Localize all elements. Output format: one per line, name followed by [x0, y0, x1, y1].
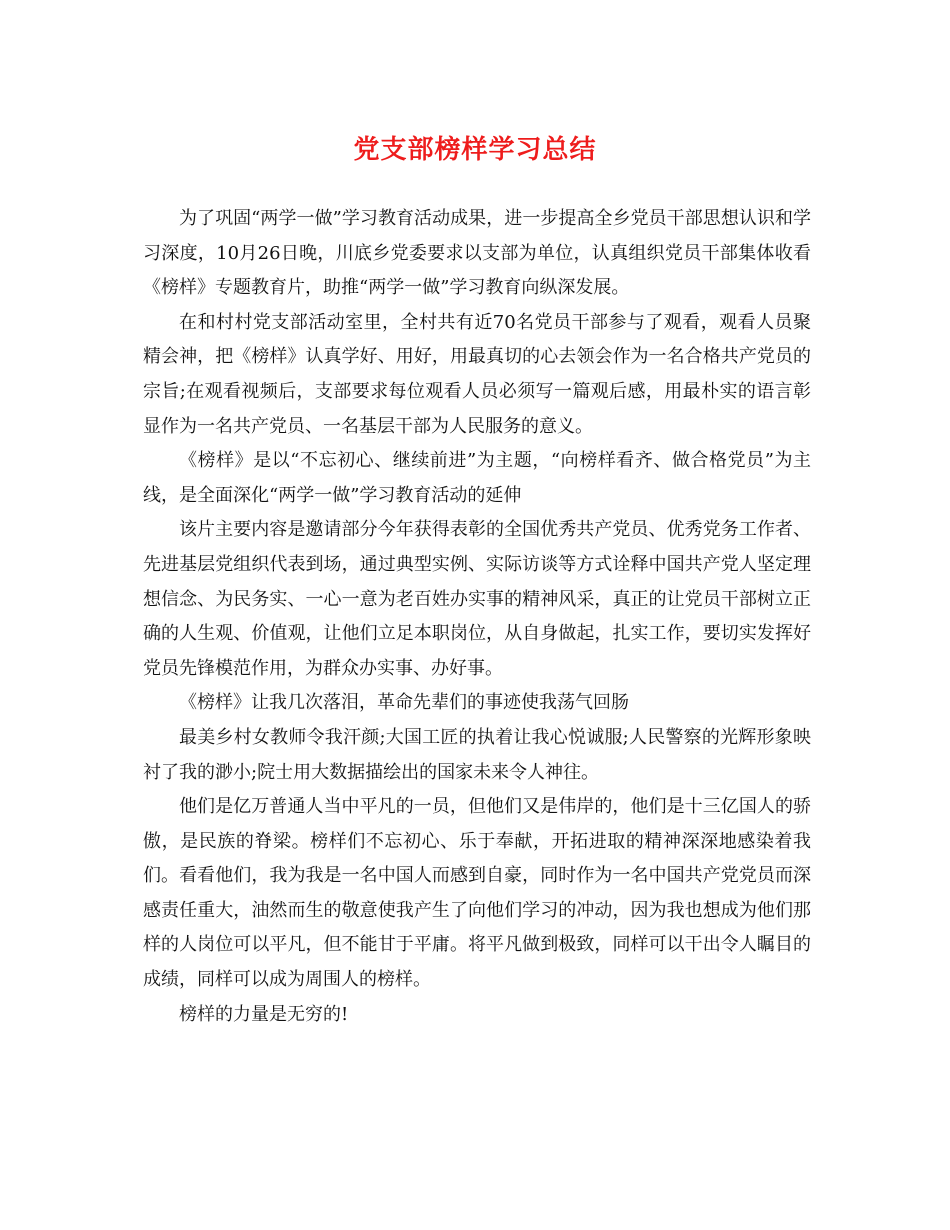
paragraph: 《榜样》让我几次落泪，革命先辈们的事迹使我荡气回肠	[179, 692, 629, 714]
paragraph: 榜样的力量是无穷的!	[179, 1003, 349, 1025]
paragraph: 在和村村党支部活动室里，全村共有近70名党员干部参与了观看，观看人员聚精会神，把《榜样》认真学好、用好，用最真切的心去领会作为一名合格共产党员的宗旨;在观看视频后，支部要求每位观看人员必须写一篇观后感，用最朴实的语言彰显作为一名共产党员、一名基层干部为人民服务的意义。	[143, 311, 811, 437]
paragraph: 《榜样》是以“不忘初心、继续前进”为主题，“向榜样看齐、做合格党员”为主线，是全面深化“两学一做”学习教育活动的延伸	[143, 450, 811, 506]
paragraph: 为了巩固“两学一做”学习教育活动成果，进一步提高全乡党员干部思想认识和学习深度，10月26日晚，川底乡党委要求以支部为单位，认真组织党员干部集体收看《榜样》专题教育片，助推“两学一做”学习教育向纵深发展。	[143, 208, 811, 299]
document-title: 党支部榜样学习总结	[353, 135, 597, 165]
paragraph: 最美乡村女教师令我汗颜;大国工匠的执着让我心悦诚服;人民警察的光辉形象映衬了我的渺小;院士用大数据描绘出的国家未来令人神往。	[143, 726, 811, 783]
paragraph: 他们是亿万普通人当中平凡的一员，但他们又是伟岸的，他们是十三亿国人的骄傲，是民族的脊梁。榜样们不忘初心、乐于奉献，开拓进取的精神深深地感染着我们。看看他们，我为我是一名中国人而感到自豪，同时作为一名中国共产党党员而深感责任重大，油然而生的敬意使我产生了向他们学习的冲动，因为我也想成为他们那样的人岗位可以平凡，但不能甘于平庸。将平凡做到极致，同样可以干出令人瞩目的成绩，同样可以成为周围人的榜样。	[143, 796, 811, 991]
paragraph: 该片主要内容是邀请部分今年获得表彰的全国优秀共产党员、优秀党务工作者、先进基层党组织代表到场，通过典型实例、实际访谈等方式诠释中国共产党人坚定理想信念、为民务实、一心一意为老百姓办实事的精神风采，真正的让党员干部树立正确的人生观、价值观，让他们立足本职岗位，从自身做起，扎实工作，要切实发挥好党员先锋模范作用，为群众办实事、办好事。	[143, 519, 811, 679]
document-body	[143, 202, 811, 1032]
